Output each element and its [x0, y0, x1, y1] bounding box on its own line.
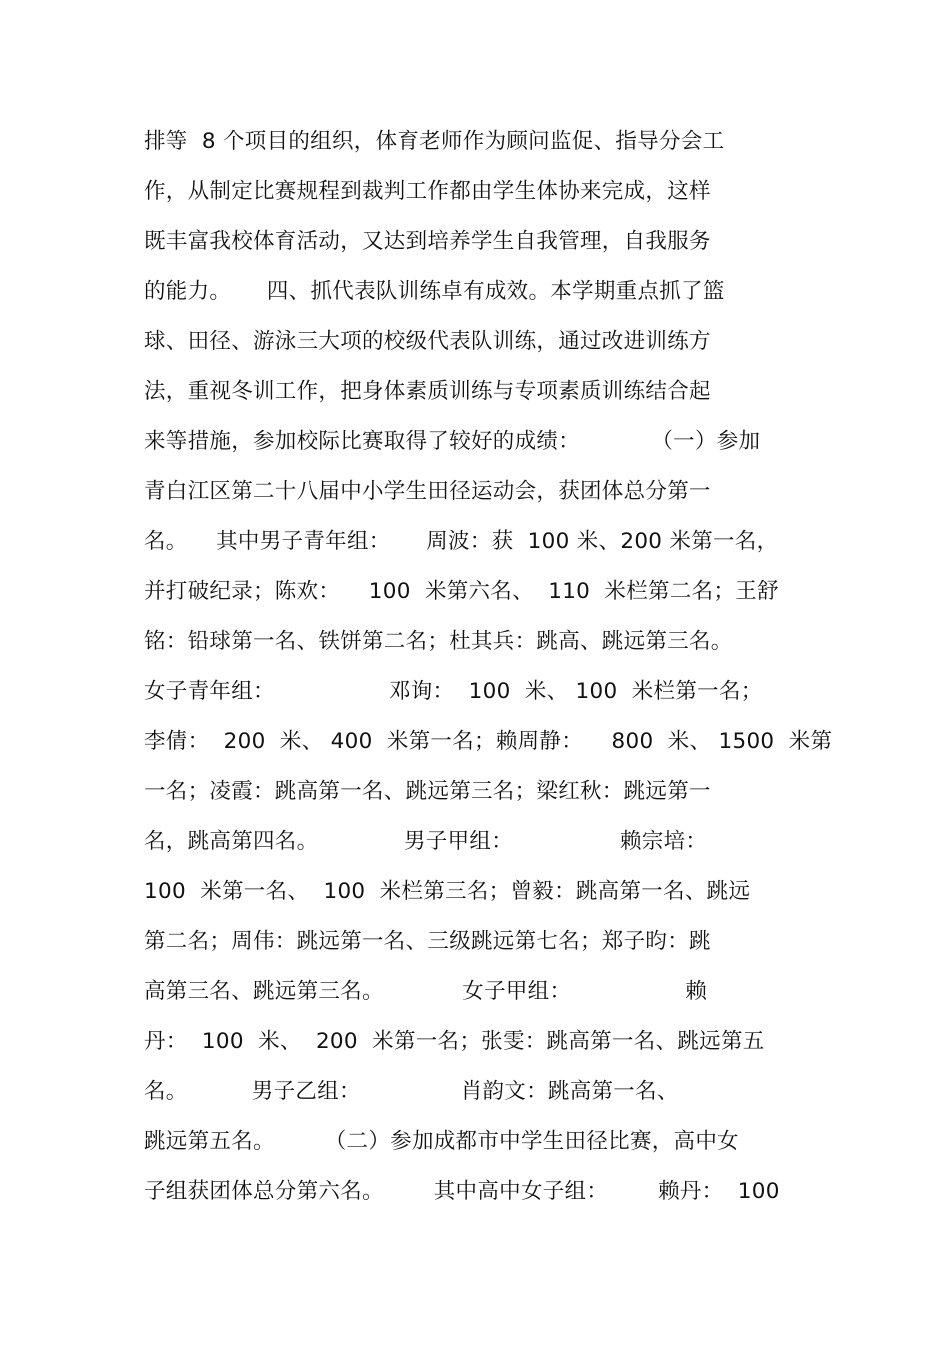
- text-line: 并打破纪录；陈欢： 100 米第六名、 110 米栏第二名；王舒: [144, 579, 779, 604]
- text-line: 作，从制定比赛规程到裁判工作都由学生体协来完成，这样: [144, 179, 711, 204]
- text-line: 女子青年组： 邓询： 100 米、 100 米栏第一名；: [144, 679, 763, 704]
- text-line: 一名；凌霞：跳高第一名、跳远第三名；梁红秋：跳远第一: [144, 779, 711, 804]
- text-line: 球、田径、游泳三大项的校级代表队训练，通过改进训练方: [144, 329, 711, 354]
- text-line: 青白江区第二十八届中小学生田径运动会，获团体总分第一: [144, 479, 711, 504]
- text-line: 跳远第五名。 （二）参加成都市中学生田径比赛，高中女: [144, 1129, 739, 1154]
- text-line: 高第三名、跳远第三名。 女子甲组： 赖: [144, 979, 708, 1004]
- text-line: 来等措施，参加校际比赛取得了较好的成绩： （一）参加: [144, 429, 761, 454]
- text-line: 100 米第一名、 100 米栏第三名；曾毅：跳高第一名、跳远: [144, 879, 751, 904]
- text-line: 法，重视冬训工作，把身体素质训练与专项素质训练结合起: [144, 379, 711, 404]
- text-line: 名。 男子乙组： 肖韵文：跳高第一名、: [144, 1079, 679, 1104]
- text-line: 子组获团体总分第六名。 其中高中女子组： 赖丹： 100: [144, 1179, 780, 1204]
- text-line: 铭：铅球第一名、铁饼第二名；杜其兵：跳高、跳远第三名。: [144, 629, 733, 654]
- text-line: 第二名；周伟：跳远第一名、三级跳远第七名；郑子昀：跳: [144, 929, 711, 954]
- text-line: 丹： 100 米、 200 米第一名；张雯：跳高第一名、跳远第五: [144, 1029, 765, 1054]
- text-line: 排等 8 个项目的组织，体育老师作为顾问监促、指导分会工: [144, 129, 725, 154]
- text-line: 名，跳高第四名。 男子甲组： 赖宗培：: [144, 829, 708, 854]
- text-line: 李倩： 200 米、 400 米第一名；赖周静： 800 米、 1500 米第: [144, 729, 833, 754]
- text-line: 既丰富我校体育活动，又达到培养学生自我管理，自我服务: [144, 229, 711, 254]
- text-line: 名。 其中男子青年组： 周波：获 100 米、200 米第一名，: [144, 529, 779, 554]
- text-line: 的能力。 四、抓代表队训练卓有成效。本学期重点抓了篮: [144, 279, 725, 304]
